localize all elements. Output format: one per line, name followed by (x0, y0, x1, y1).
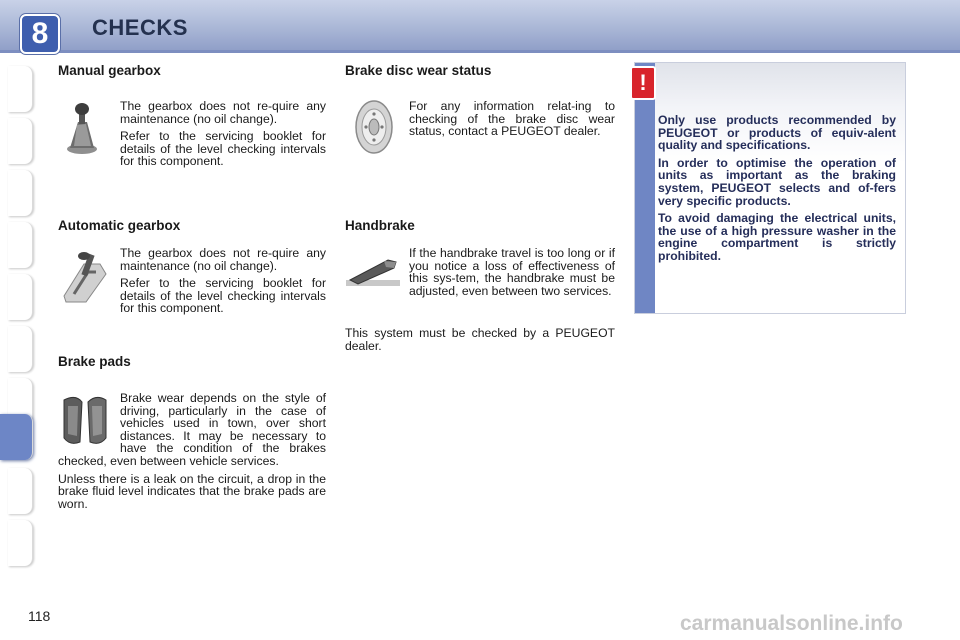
automatic-gearbox-text (120, 247, 326, 320)
brake-disc-icon (352, 98, 398, 156)
chapter-tabs (0, 60, 34, 580)
chapter-tab-4[interactable] (8, 222, 33, 268)
handbrake-paragraph-1: If the handbrake travel is too long or if you notice a loss of effectiveness of this sys-tem, the handbrake must be adjusted, even between two services. (409, 246, 615, 298)
brake-disc-text (409, 100, 615, 143)
warning-strip (635, 63, 655, 313)
chapter-tab-10[interactable] (8, 520, 33, 566)
manual-gear-lever-icon (60, 100, 108, 156)
brake-disc-paragraph-1: For any information relat-ing to checking of the brake disc wear status, contact a PEUGEOT dealer. (409, 99, 615, 139)
automatic-gearbox-paragraph-2: Refer to the servicing booklet for details of the level checking intervals for this component. (120, 276, 326, 316)
brake-pads-paragraph-2: Unless there is a leak on the circuit, a drop in the brake fluid level indicates that the brake pads are worn. (58, 471, 326, 511)
automatic-gear-selector-icon (60, 252, 110, 304)
warning-icon (630, 66, 656, 100)
manual-gearbox-paragraph-2: Refer to the servicing booklet for details of the level checking intervals for this component. (120, 129, 326, 169)
chapter-tab-2[interactable] (8, 118, 33, 164)
handbrake-heading: Handbrake (345, 218, 415, 233)
brake-pads-paragraph-1 (58, 392, 326, 468)
manual-gearbox-paragraph-1: The gearbox does not re-quire any maintenance (no oil change). (120, 99, 326, 126)
chapter-tab-1[interactable] (8, 66, 33, 112)
warning-text (658, 114, 896, 268)
chapter-tab-9[interactable] (8, 468, 33, 514)
handbrake-text (409, 247, 615, 302)
brake-pads-heading: Brake pads (58, 354, 131, 369)
manual-gearbox-heading: Manual gearbox (58, 63, 161, 78)
header-divider (0, 50, 960, 53)
warning-paragraph-1: Only use products recommended by PEUGEOT or products of equiv-alent quality and specifications. (658, 113, 896, 153)
watermark: carmanualsonline.info (680, 612, 903, 635)
chapter-tab-8-active[interactable] (0, 414, 33, 460)
brake-pads-wrap-spacer (58, 392, 120, 446)
page-title: CHECKS (92, 15, 188, 40)
automatic-gearbox-heading: Automatic gearbox (58, 218, 181, 233)
brake-pads-text (58, 392, 326, 515)
automatic-gearbox-paragraph-1: The gearbox does not re-quire any maintenance (no oil change). (120, 246, 326, 273)
warning-badge-text: ! (639, 70, 647, 95)
handbrake-paragraph-2: This system must be checked by a PEUGEOT dealer. (345, 326, 615, 353)
handbrake-check-text (345, 327, 615, 357)
chapter-tab-3[interactable] (8, 170, 33, 216)
chapter-number: 8 (31, 17, 49, 50)
brake-disc-heading: Brake disc wear status (345, 63, 492, 78)
page-number: 118 (28, 608, 51, 624)
warning-paragraph-2: In order to optimise the operation of units as important as the braking system, PEUGEOT selects and of-fers very specific products. (658, 155, 896, 208)
brake-pads-paragraph-1-text: Brake wear depends on the style of driving, particularly in the case of vehicles used in town, over short distances. It may be necessary to have the condition of the brakes checked, even between vehicle services. (58, 391, 326, 468)
chapter-tab-6[interactable] (8, 326, 33, 372)
manual-gearbox-text (120, 100, 326, 173)
chapter-badge (20, 14, 60, 54)
chapter-tab-5[interactable] (8, 274, 33, 320)
warning-paragraph-3: To avoid damaging the electrical units, the use of a high pressure washer in the engine compartment is strictly prohibited. (658, 211, 896, 263)
handbrake-lever-icon (344, 250, 402, 292)
